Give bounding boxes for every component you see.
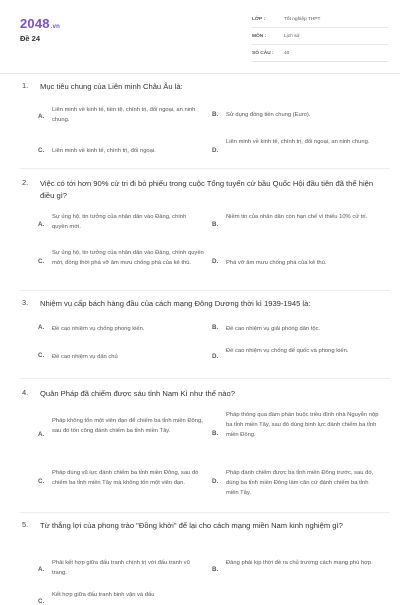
option-text: Phá vỡ âm mưu chống phá của kẻ thù. <box>226 260 327 266</box>
meta-value: Lịch sử <box>284 34 300 39</box>
question-divider <box>20 168 390 169</box>
meta-value: Tốt nghiệp THPT <box>284 17 321 22</box>
option-letter: A. <box>38 566 45 573</box>
option-text: Niềm tin của nhân dân còn hạn chế vì thiếu 10% cử tri. <box>226 214 368 220</box>
question-number: 4. <box>22 388 29 397</box>
question-number: 5. <box>22 520 29 529</box>
question-divider <box>20 512 390 513</box>
option-text: Liên minh về kinh tế, tiền tệ, chính trị, đối ngoại, an ninh chung. <box>52 107 196 123</box>
option-text: Liên minh về kinh tế, chính trị, đối ngoại, an ninh chung. <box>226 139 370 145</box>
option-text: Đề cao nhiệm vụ giải phóng dân tộc. <box>226 326 321 332</box>
option-letter: C. <box>38 258 45 265</box>
option-letter: C. <box>38 598 45 605</box>
question-number: 1. <box>22 81 29 90</box>
meta-row-subject <box>252 31 388 45</box>
option-text: Sự ủng hộ, tin tưởng của nhân dân vào Đảng, chính quyền mới, đồng thời phá vỡ âm mưu chống phá của kẻ thù. <box>52 250 204 266</box>
option-text: Kết hợp giữa đấu tranh binh vận và đấu <box>52 592 155 598</box>
meta-value: 40 <box>284 51 290 56</box>
option-text: Pháp không tốn một viên đạn để chiếm ba tỉnh miền Đông, sau đó tốn công đánh chiếm ba tỉnh miền Tây. <box>52 418 203 434</box>
option-text: Pháp thông qua đàm phán buộc triều đình nhà Nguyễn nộp ba tỉnh miền Tây, sau đó dùng binh lực đánh chiếm ba tỉnh miền Đông. <box>226 412 379 438</box>
option-text: Sử dụng đồng tiền chung (Euro). <box>226 112 311 118</box>
option-letter: D. <box>212 258 219 265</box>
meta-label: LỚP : <box>252 17 266 22</box>
option-letter: A. <box>38 431 45 438</box>
exam-meta <box>252 14 388 65</box>
option-letter: C. <box>38 352 45 359</box>
question-number: 3. <box>22 298 29 307</box>
site-logo[interactable]: 2048.vn <box>20 16 61 31</box>
option-text: Phải kết hợp giữa đấu tranh chính trị với đấu tranh vũ trang. <box>52 560 190 576</box>
option-letter: B. <box>212 111 219 118</box>
option-text: Đảng phải kịp thời đề ra chủ trương cách mạng phù hợp. <box>226 560 373 566</box>
option-text: Đề cao nhiệm vụ chống đế quốc và phong kiến. <box>226 348 349 354</box>
option-letter: A. <box>38 221 45 228</box>
option-letter: D. <box>212 353 219 360</box>
option-letter: B. <box>212 324 219 331</box>
option-text: Đề cao nhiệm vụ chống phong kiến. <box>52 326 145 332</box>
question-text: Nhiệm vụ cấp bách hàng đầu của cách mạng Đông Dương thời kì 1939-1945 là: <box>40 299 311 308</box>
option-text: Sự ủng hộ, tin tưởng của nhân dân vào Đảng, chính quyền mới. <box>52 214 187 230</box>
option-text: Liên minh về kinh tế, chính trị, đối ngoại. <box>52 148 156 154</box>
option-text: Pháp đánh chiếm được ba tỉnh miền Đông trước, sau đó, dùng ba tỉnh miền Đông làm căn cứ đánh chiếm ba tỉnh miền Tây. <box>226 470 374 496</box>
option-letter: D. <box>212 478 219 485</box>
question-number: 2. <box>22 178 29 187</box>
option-letter: A. <box>38 113 45 120</box>
meta-row-count <box>252 48 388 62</box>
meta-label: MÔN : <box>252 34 267 39</box>
meta-row-class <box>252 14 388 28</box>
header-divider <box>0 73 400 74</box>
question-divider <box>20 378 390 379</box>
question-text: Mục tiêu chung của Liên minh Châu Âu là: <box>40 82 183 91</box>
option-letter: D. <box>212 147 219 154</box>
option-letter: B. <box>212 566 219 573</box>
exam-code: Đề 24 <box>20 34 41 43</box>
option-letter: B. <box>212 430 219 437</box>
question-text: Việc có tới hơn 90% cử tri đi bỏ phiếu trong cuộc Tổng tuyển cử bầu Quốc Hội đầu tiên đã thể hiện điều gì? <box>40 179 374 200</box>
option-letter: C. <box>38 478 45 485</box>
question-divider <box>20 290 390 291</box>
exam-header <box>0 0 400 72</box>
option-letter: B. <box>212 221 219 228</box>
option-letter: A. <box>38 324 45 331</box>
option-text: Pháp dùng vũ lực đánh chiếm ba tỉnh miền Đông, sau đó chiếm ba tỉnh miền Tây mà không tốn một viên đạn. <box>52 470 199 486</box>
question-text: Quân Pháp đã chiếm được sáu tỉnh Nam Kì như thế nào? <box>40 389 235 398</box>
meta-label: SỐ CÂU : <box>252 51 274 56</box>
option-letter: C. <box>38 147 45 154</box>
question-text: Từ thắng lợi của phong trào "Đồng khởi" để lại cho cách mạng miền Nam kinh nghiệm gì? <box>40 521 343 530</box>
option-text: Đề cao nhiệm vụ dân chủ <box>52 354 118 360</box>
